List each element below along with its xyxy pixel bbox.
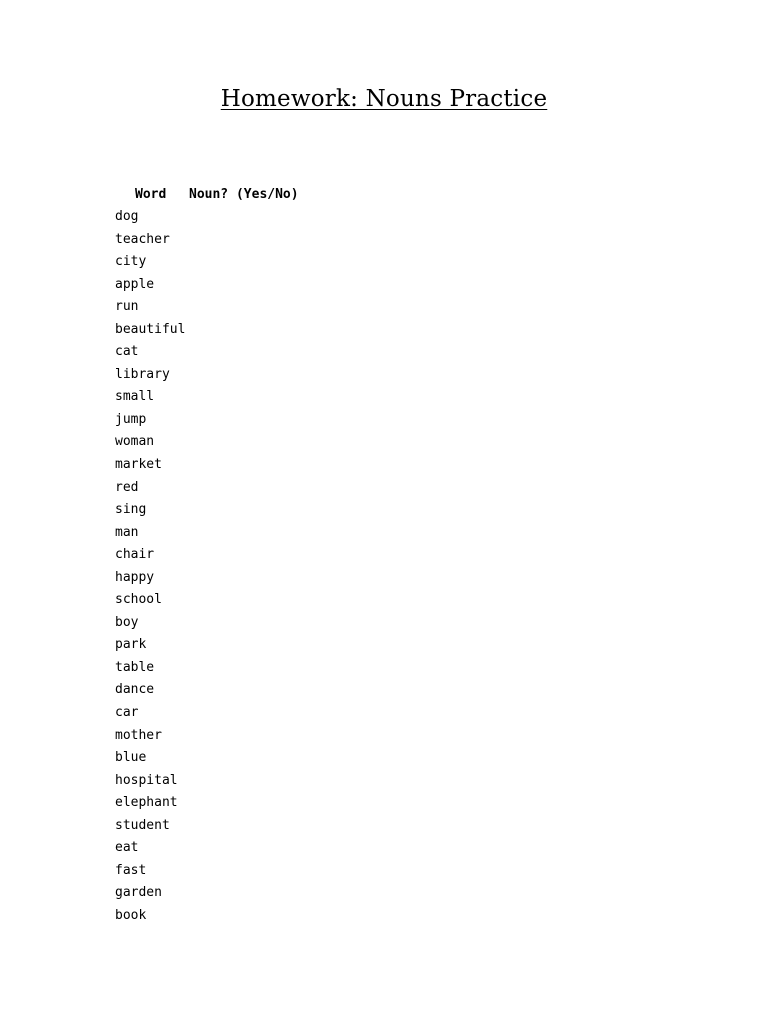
table-row: city xyxy=(115,254,147,270)
table-row: teacher xyxy=(115,231,170,247)
table-header xyxy=(115,184,299,206)
table-row: fast xyxy=(115,862,147,878)
word-list xyxy=(115,206,299,928)
table-row: sing xyxy=(115,502,147,518)
page-title: Homework: Nouns Practice xyxy=(220,86,548,112)
table-row: apple xyxy=(115,276,155,292)
word-table xyxy=(115,184,299,928)
table-row: run xyxy=(115,299,139,315)
table-row: jump xyxy=(115,411,147,427)
table-row: dog xyxy=(115,209,139,224)
table-row: garden xyxy=(115,885,162,901)
table-row: student xyxy=(115,817,170,833)
table-row: boy xyxy=(115,614,139,630)
table-row: book xyxy=(115,907,147,923)
table-row: eat xyxy=(115,840,139,856)
table-row: school xyxy=(115,592,162,608)
table-row: car xyxy=(115,705,139,721)
table-row: market xyxy=(115,457,162,473)
header-noun: Noun? (Yes/No) xyxy=(189,187,299,202)
table-row: happy xyxy=(115,569,155,585)
table-row: hospital xyxy=(115,772,178,788)
table-row: dance xyxy=(115,682,155,698)
table-row: table xyxy=(115,659,155,675)
table-row: beautiful xyxy=(115,321,186,337)
table-row: mother xyxy=(115,727,162,743)
table-row: cat xyxy=(115,344,139,360)
table-row: chair xyxy=(115,547,155,563)
table-row: man xyxy=(115,524,139,540)
table-row: woman xyxy=(115,434,155,450)
table-row: blue xyxy=(115,750,147,766)
table-row: small xyxy=(115,389,155,405)
table-row: red xyxy=(115,479,139,495)
header-word: Word xyxy=(135,187,167,202)
table-row: library xyxy=(115,366,170,382)
table-row: elephant xyxy=(115,795,178,811)
table-row: park xyxy=(115,637,147,653)
